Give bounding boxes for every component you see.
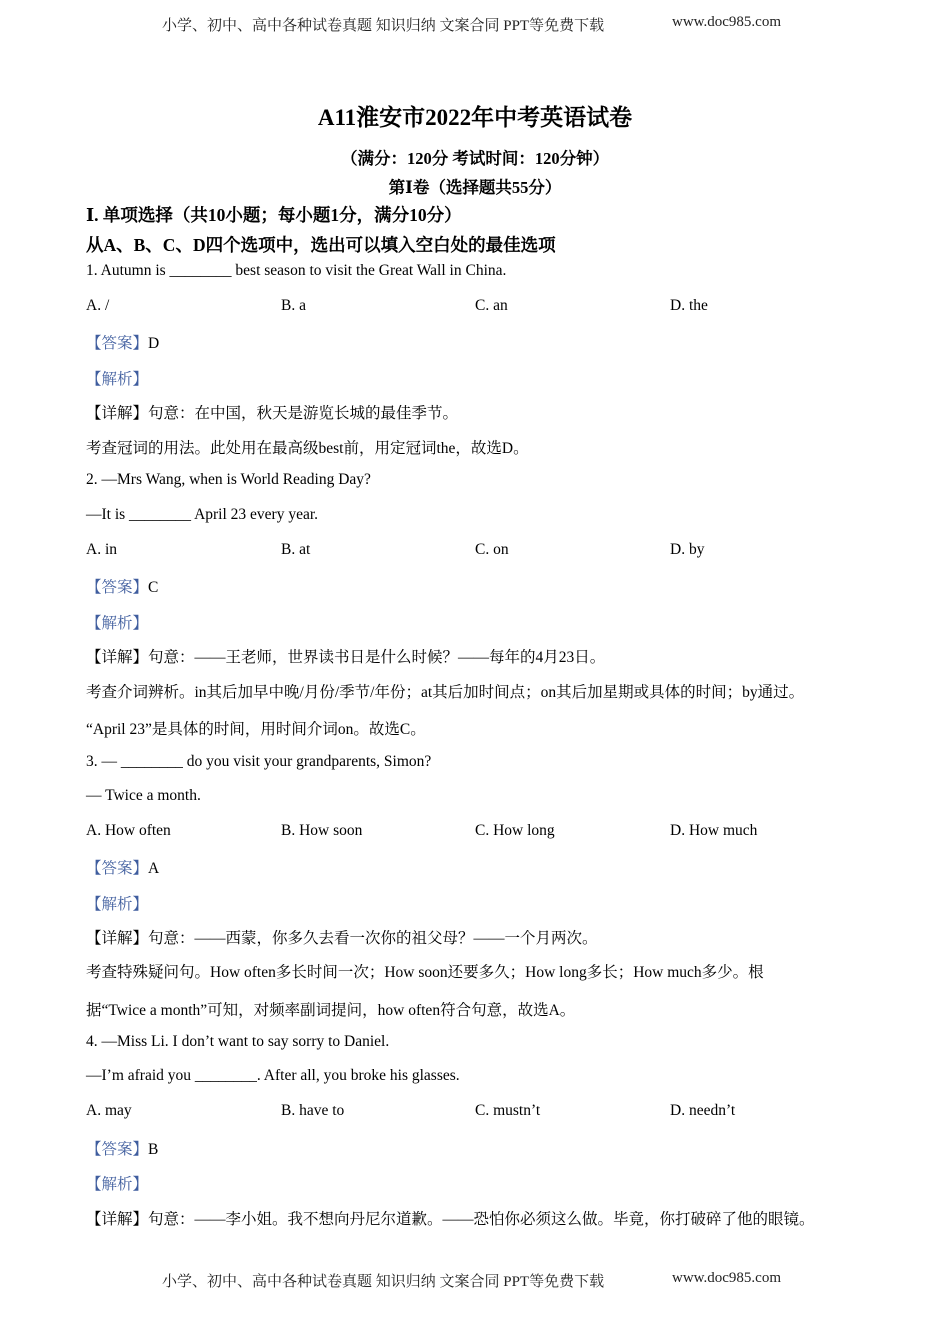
question-2-option-d: D. by	[670, 541, 705, 558]
answer-label: 【答案】	[86, 860, 149, 877]
exam-info: （满分：120分 考试时间：120分钟）	[340, 149, 610, 168]
question-1-explanation-line: 【详解】句意：在中国，秋天是游览长城的最佳季节。	[86, 405, 459, 422]
question-4-option-b: B. have to	[281, 1102, 345, 1119]
header-site-link[interactable]: www.doc985.com	[672, 14, 782, 30]
question-2-explanation-line: 【详解】句意：——王老师，世界读书日是什么时候？——每年的4月23日。	[86, 649, 606, 666]
question-2-option-c: C. on	[475, 541, 509, 558]
question-1-analysis-label: 【解析】	[86, 371, 149, 388]
question-1-answer	[86, 331, 159, 353]
question-4-stem: 4. —Miss Li. I don’t want to say sorry to Daniel.	[86, 1033, 390, 1050]
question-3-analysis-label: 【解析】	[86, 896, 149, 913]
question-1-option-b: B. a	[281, 297, 306, 314]
question-2-stem: 2. —Mrs Wang, when is World Reading Day?	[86, 471, 371, 488]
answer-value: C	[148, 579, 159, 596]
footer-site-link[interactable]: www.doc985.com	[672, 1270, 782, 1286]
question-4-stem: —I’m afraid you ________. After all, you broke his glasses.	[86, 1067, 460, 1084]
question-3-explanation-line: 【详解】句意：——西蒙，你多久去看一次你的祖父母？——一个月两次。	[86, 930, 598, 947]
question-3-option-a: A. How often	[86, 822, 171, 839]
answer-value: D	[148, 335, 160, 352]
question-1-option-c: C. an	[475, 297, 508, 314]
question-3-explanation-line: 据“Twice a month”可知，对频率副词提问，how often符合句意，故选A。	[86, 1002, 576, 1019]
question-4-answer	[86, 1137, 158, 1159]
answer-label: 【答案】	[86, 335, 149, 352]
question-4-option-a: A. may	[86, 1102, 132, 1119]
question-1-option-d: D. the	[670, 297, 708, 314]
question-3-answer	[86, 856, 159, 878]
part-title: 第Ⅰ卷（选择题共55分）	[388, 178, 562, 197]
question-2-option-a: A. in	[86, 541, 117, 558]
page-title: A11淮安市2022年中考英语试卷	[317, 105, 633, 130]
question-3-stem: 3. — ________ do you visit your grandparents, Simon?	[86, 753, 432, 770]
question-2-answer	[86, 575, 158, 597]
header-promo-text: 小学、初中、高中各种试卷真题 知识归纳 文案合同 PPT等免费下载	[162, 18, 605, 34]
question-2-option-b: B. at	[281, 541, 311, 558]
answer-value: A	[148, 860, 160, 877]
answer-label: 【答案】	[86, 579, 149, 596]
answer-label: 【答案】	[86, 1141, 149, 1158]
question-2-explanation-line: “April 23”是具体的时间，用时间介词on。故选C。	[86, 721, 426, 738]
question-1-option-a: A. /	[86, 297, 110, 314]
question-4-option-c: C. mustn’t	[475, 1102, 541, 1119]
question-4-explanation-line: 【详解】句意：——李小姐。我不想向丹尼尔道歉。——恐怕你必须这么做。毕竟，你打破碎了他的眼镜。	[86, 1211, 815, 1228]
question-4-option-d: D. needn’t	[670, 1102, 736, 1119]
question-4-analysis-label: 【解析】	[86, 1176, 149, 1193]
question-2-analysis-label: 【解析】	[86, 615, 149, 632]
answer-value: B	[148, 1141, 159, 1158]
question-1-explanation-line: 考查冠词的用法。此处用在最高级best前，用定冠词the，故选D。	[86, 440, 529, 457]
question-3-option-b: B. How soon	[281, 822, 363, 839]
question-3-option-c: C. How long	[475, 822, 555, 839]
question-3-option-d: D. How much	[670, 822, 758, 839]
question-1-stem: 1. Autumn is ________ best season to visit the Great Wall in China.	[86, 262, 507, 279]
question-2-stem: —It is ________ April 23 every year.	[86, 506, 319, 523]
section-instruction: 从A、B、C、D四个选项中，选出可以填入空白处的最佳选项	[86, 235, 556, 255]
footer-promo-text: 小学、初中、高中各种试卷真题 知识归纳 文案合同 PPT等免费下载	[162, 1274, 605, 1290]
question-3-stem: — Twice a month.	[86, 787, 201, 804]
question-3-explanation-line: 考查特殊疑问句。How often多长时间一次；How soon还要多久；How long多长；How much多少。根	[86, 964, 764, 981]
question-2-explanation-line: 考查介词辨析。in其后加早中晚/月份/季节/年份；at其后加时间点；on其后加星期或具体的时间；by通过。	[86, 684, 805, 701]
section-title: Ⅰ. 单项选择（共10小题；每小题1分，满分10分）	[86, 205, 462, 225]
